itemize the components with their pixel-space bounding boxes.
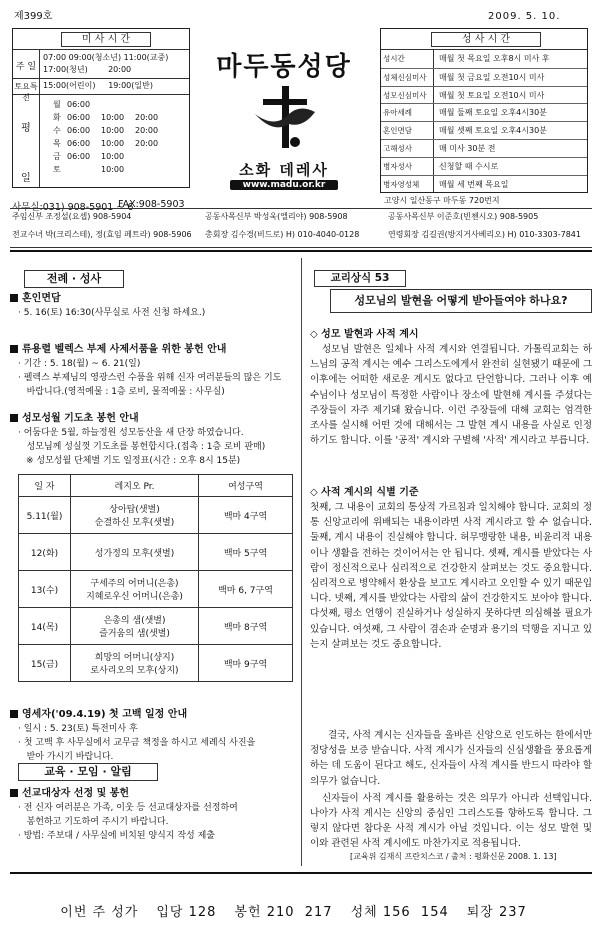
item-ordination-title: 류용렬 벨렉스 부제 사제서품을 위한 봉헌 안내: [10, 343, 295, 357]
heading-criteria: ◇ 사적 계시의 식별 기준: [310, 487, 419, 498]
legio-name: 즐거움의 샘(샛별): [99, 629, 170, 639]
sacrament-row: [381, 86, 587, 104]
item-ordination-line-3: 바랍니다.(영적예물 : 1층 로비, 물적예물 : 사무실): [18, 387, 225, 397]
offertory-label: 봉헌: [234, 905, 262, 920]
col-area: 여성구역: [199, 475, 293, 497]
paragraph-choice: 신자들이 사적 계시를 활용하는 것은 의무가 아니라 선택입니다. 나아가 사적 계시는 신앙의 중심인 그리스도를 향하도록 합니다. 그렇지 않다면 참다운 사적 계시가 아닐 것입니다. 이는 성모 발현 및 이와 관련된 사적 계시에도 마찬가지로 적용됩니다.: [310, 792, 592, 850]
item-confession-line-2: · 첫 고백 후 사무실에서 교무금 책정을 하시고 세례식 사진을: [18, 738, 256, 748]
article-source: [교육위 김재식 프란치스코 / 출처 : 평화신문 2008. 1. 13]: [350, 852, 557, 861]
communion-hymn: 156 154: [382, 905, 449, 920]
row-area: 백마 6, 7구역: [199, 571, 293, 608]
weekday-time: 20:00: [135, 139, 159, 148]
weekday-day: 토: [53, 165, 61, 174]
paragraph-apparition: 성모님 발현은 일체나 사적 계시와 연결됩니다. 가톨릭교회는 하느님의 공적 계시는 예수 그리스도에게서 완전히 실현됐기 때문에 그 이후에는 어떠한 새로운 계시도 없다고 단언합니다. 그러나 이후 예수님이나 성모님이 특정한 사람이나 장소에 발현해 계시를 주셨다는 주장들이 자주 제기돼 왔습니다. 이런 주장들에 대해 교회는 엄격한 조사를 실시해 어떤 것에 대해서는 그 발현 계시 내용을 사실로 인정하기도 합니다. 이를 '공적' 계시와 구별해 '사적' 계시라고 부릅니다.: [310, 344, 592, 447]
row-date: 5.11(월): [19, 497, 71, 534]
item-ordination-line-2: · 펠렉스 부제님의 영광스런 수품을 위해 신자 여러분들의 많은 기도: [18, 373, 282, 383]
row-date: 12(화): [19, 534, 71, 571]
item-ordination-line-1: · 기간 : 5. 18(월) ~ 6. 21(일): [18, 359, 141, 369]
weekday-time: 06:00: [67, 126, 91, 135]
parish-patron: 소화 데레사: [239, 161, 329, 179]
sacrament-name: 병자성사: [383, 161, 412, 171]
weekday-label-top: 평: [21, 123, 31, 134]
row-area: 백마 9구역: [199, 645, 293, 682]
weekday-row: [53, 126, 169, 136]
sunday-line-2: 17:00(청년) 20:00: [43, 65, 132, 74]
col-legio: 레지오 Pr.: [71, 475, 199, 497]
saturday-line: 15:00(어린이) 19:00(일반): [43, 81, 153, 90]
weekday-time: 06:00: [67, 113, 91, 122]
weekday-row: [53, 165, 169, 175]
legio-name: 은총의 샘(샛별): [103, 616, 166, 626]
table-row: [19, 534, 293, 571]
table-row: [19, 608, 293, 645]
weekday-time: 10:00: [101, 113, 125, 122]
contact-president: 총회장 김수경(비드로) H) 010-4040-0128: [205, 230, 360, 239]
row-legio: [71, 534, 199, 571]
item-candle-note: ※ 성모성월 단체별 기도 일정표(시간 : 오후 8시 15분): [26, 456, 241, 466]
parish-name: 마두동성당: [216, 52, 352, 82]
item-candle-title: 성모성월 기도초 봉헌 안내: [10, 412, 295, 426]
weekday-day: 수: [53, 126, 61, 135]
parish-url[interactable]: www.madu.or.kr: [230, 180, 338, 190]
legio-name: 상아탑(샛별): [109, 505, 160, 515]
weekday-label-bottom: 일: [21, 173, 31, 184]
sacrament-desc: 매월 세 번째 목요일: [439, 179, 509, 189]
cross-rose-icon: [245, 84, 325, 154]
weekday-time: 06:00: [67, 139, 91, 148]
sacraments-rows: [381, 50, 587, 192]
sacrament-name: 유아세례: [383, 108, 412, 118]
legio-name: 지혜로우신 어머니(은총): [86, 592, 183, 602]
square-bullet-icon: [10, 294, 18, 302]
legio-name: 순결하신 모후(샛별): [94, 518, 175, 528]
sacrament-desc: 신청할 때 수시로: [439, 161, 499, 171]
saturday-label: 토요특전: [14, 82, 38, 102]
sacraments-title: 성 사 시 간: [431, 32, 541, 47]
weekday-row: [53, 100, 169, 110]
exit-hymn: 237: [499, 905, 527, 920]
item-confession-line-1: · 일시 : 5. 23(토) 특전미사 후: [18, 724, 138, 734]
prayer-schedule-table: [18, 474, 293, 682]
row-date: 15(금): [19, 645, 71, 682]
sunday-label: 주 일: [15, 62, 37, 72]
weekday-time: 20:00: [135, 126, 159, 135]
weekday-day: 목: [53, 139, 61, 148]
office-phone: 사무실:031) 908-5901 ~ 6: [12, 202, 134, 213]
sunday-line-1: 07:00 09:00(청소년) 11:00(교중): [43, 53, 169, 62]
weekday-day: 월: [53, 100, 61, 109]
row-area: 백마 8구역: [199, 608, 293, 645]
offertory-hymn: 210 217: [266, 905, 333, 920]
sacrament-desc: 매월 둘째 토요일 오후4시30분: [439, 108, 547, 118]
sacrament-row: [381, 121, 587, 139]
item-candle-line-2: 성모님께 성실껏 기도초를 봉헌합시다.(접촉 : 1층 로비 판매): [18, 442, 266, 452]
exit-label: 퇴장: [466, 905, 494, 920]
sacrament-desc: 매월 첫 금요일 오전10시 미사: [439, 72, 545, 82]
mass-times-title: 미 사 시 간: [61, 32, 151, 47]
sacrament-row: [381, 103, 587, 121]
sacrament-row: [381, 175, 587, 193]
contact-pastor: 주임신부 조정설(요셉) 908-5904: [12, 212, 132, 221]
table-row: [19, 571, 293, 608]
hymn-prefix: 이번 주 성가: [60, 905, 139, 920]
weekday-time: 10:00: [101, 165, 125, 174]
issue-date: 2009. 5. 10.: [488, 11, 561, 22]
contact-assoc1: 공동사목신부 박성욱(엘리야) 908-5908: [205, 212, 348, 221]
sacrament-row: [381, 50, 587, 68]
row-area: 백마 4구역: [199, 497, 293, 534]
col-date: 일 자: [19, 475, 71, 497]
item-confession-line-3: 받아 가시기 바랍니다.: [18, 752, 114, 762]
parish-address: 고양시 일산동구 마두동 720번지: [384, 196, 500, 205]
parish-logo: [195, 28, 373, 193]
sacrament-desc: 매 미사 30분 전: [439, 143, 496, 153]
item-mission-line-2: 봉헌하고 기도하여 주시기 바랍니다.: [18, 817, 169, 827]
row-legio: [71, 571, 199, 608]
legio-name: 구세주의 어머니(은총): [90, 579, 179, 589]
contact-assoc2: 공동사목신부 이준호(빈첸시오) 908-5905: [388, 212, 539, 221]
sacrament-desc: 매월 첫 토요일 오전10시 미사: [439, 90, 545, 100]
row-date: 13(수): [19, 571, 71, 608]
sacrament-desc: 매월 셋째 토요일 오후4시30분: [439, 126, 547, 136]
weekday-time: 20:00: [135, 113, 159, 122]
weekday-row: [53, 139, 169, 149]
sacrament-row: [381, 139, 587, 157]
row-area: 백마 5구역: [199, 534, 293, 571]
sacrament-row: [381, 157, 587, 175]
office-fax: FAX:908-5903: [118, 199, 185, 210]
sacraments-box: [380, 28, 588, 193]
item-candle-line-1: · 어둠다운 5월, 하늘정원 성모동산을 새 단장 하였습니다.: [18, 428, 244, 438]
sacrament-name: 병자영성체: [383, 179, 420, 189]
communion-label: 성체: [350, 905, 378, 920]
weekday-time: 10:00: [101, 126, 125, 135]
table-row: [19, 497, 293, 534]
weekday-day: 화: [53, 113, 61, 122]
row-legio: [71, 497, 199, 534]
weekday-row: [53, 152, 169, 162]
item-mission-line-1: · 전 신자 여러분은 가족, 이웃 등 선교대상자를 선정하여: [18, 803, 238, 813]
table-row: [19, 645, 293, 682]
entrance-hymn: 128: [188, 905, 217, 920]
paragraph-conclusion: 결국, 사적 계시는 신자들을 올바른 신앙으로 인도하는 한에서만 정당성을 보증 받습니다. 사적 계시가 신자들의 신심생활을 풍요롭게 하는 데 도움이 된다고 해도, 신자들이 사적 계시를 반드시 따라야 할 의무가 없습니다.: [310, 730, 592, 787]
item-wedding-line: · 5. 16(토) 16:30(사무실로 사전 신청 하세요.): [18, 308, 206, 318]
weekday-day: 금: [53, 152, 61, 161]
square-bullet-icon: [10, 345, 18, 353]
issue-number: 제399호: [14, 11, 53, 22]
legio-name: 성가정의 모후(샛별): [94, 548, 175, 559]
catechism-question: 성모님의 발현을 어떻게 받아들여야 하나요?: [330, 289, 592, 313]
section-education: 교육 · 모임 · 알림: [18, 763, 158, 781]
contact-funeral: 연령회장 김길권(방지거사베리오) H) 010-3303-7841: [388, 230, 581, 239]
item-mission-line-3: · 방법: 주보대 / 사무실에 비치된 양식지 작성 제출: [18, 831, 215, 841]
weekday-time: 06:00: [67, 152, 91, 161]
item-confession-title: 영세자('09.4.19) 첫 고백 일정 안내: [10, 708, 295, 722]
heading-apparition: ◇ 성모 발현과 사적 계시: [310, 329, 419, 340]
item-mission-title: 선교대상자 선정 및 봉헌: [10, 787, 295, 801]
entrance-label: 입당: [156, 905, 184, 920]
legio-name: 로사리오의 모후(상지): [90, 666, 179, 676]
legio-name: 희망의 어머니(샹지): [94, 653, 175, 663]
sacrament-name: 성시간: [383, 54, 405, 63]
square-bullet-icon: [10, 710, 18, 718]
sacrament-name: 혼인면담: [383, 126, 412, 136]
sacrament-desc: 매월 첫 목요일 오후8시 미사 후: [439, 54, 550, 63]
square-bullet-icon: [10, 414, 18, 422]
row-legio: [71, 645, 199, 682]
weekday-time: 10:00: [101, 139, 125, 148]
row-date: 14(목): [19, 608, 71, 645]
square-bullet-icon: [10, 789, 18, 797]
sacrament-name: 고해성사: [383, 143, 412, 153]
weekday-row: [53, 113, 169, 123]
item-wedding-title: 혼인면담: [10, 292, 290, 306]
mass-times-box: [12, 28, 190, 188]
row-legio: [71, 608, 199, 645]
paragraph-criteria: 첫째, 그 내용이 교회의 통상적 가르침과 일치해야 합니다. 교회의 정통 신앙교리에 위배되는 내용이라면 사적 계시라고 할 수 없습니다. 둘째, 계시 내용이 진실해야 합니다. 허무맹랑한 내용, 비윤리적 내용이나 생활을 전하는 것이어서는 안 됩니다. 셋째, 계시를 받았다는 사람이 정신적으로나 심리적으로 건강한지 살펴보는 것도 중요합니다. 심리적으로 병약해서 환상을 보고도 계시라고 오인할 수 있기 때문입니다. 넷째, 계시를 받았다는 사람의 삶이 건강한지도 보아야 합니다. 다섯째, 평소 언행이 진실하거나 성실하지 못하다면 의심해볼 필요가 있습니다. 여섯째, 그 사람이 겸손과 순명과 용기의 덕행을 지니고 있는지 살펴보는 것도 중요합니다.: [310, 502, 592, 650]
catechism-badge: 교리상식 53: [314, 270, 406, 287]
section-liturgy: 전례 · 성사: [24, 270, 124, 288]
sacrament-name: 성체신심미사: [383, 72, 427, 82]
weekday-time: 06:00: [67, 100, 91, 109]
hymn-footer: [50, 886, 527, 920]
sacrament-name: 성모신심미사: [383, 90, 427, 100]
sacrament-row: [381, 68, 587, 86]
weekday-time: 10:00: [101, 152, 125, 161]
contact-sisters: 전교수녀 박(크리스테), 정(효임 페트라) 908-5906: [12, 230, 192, 239]
